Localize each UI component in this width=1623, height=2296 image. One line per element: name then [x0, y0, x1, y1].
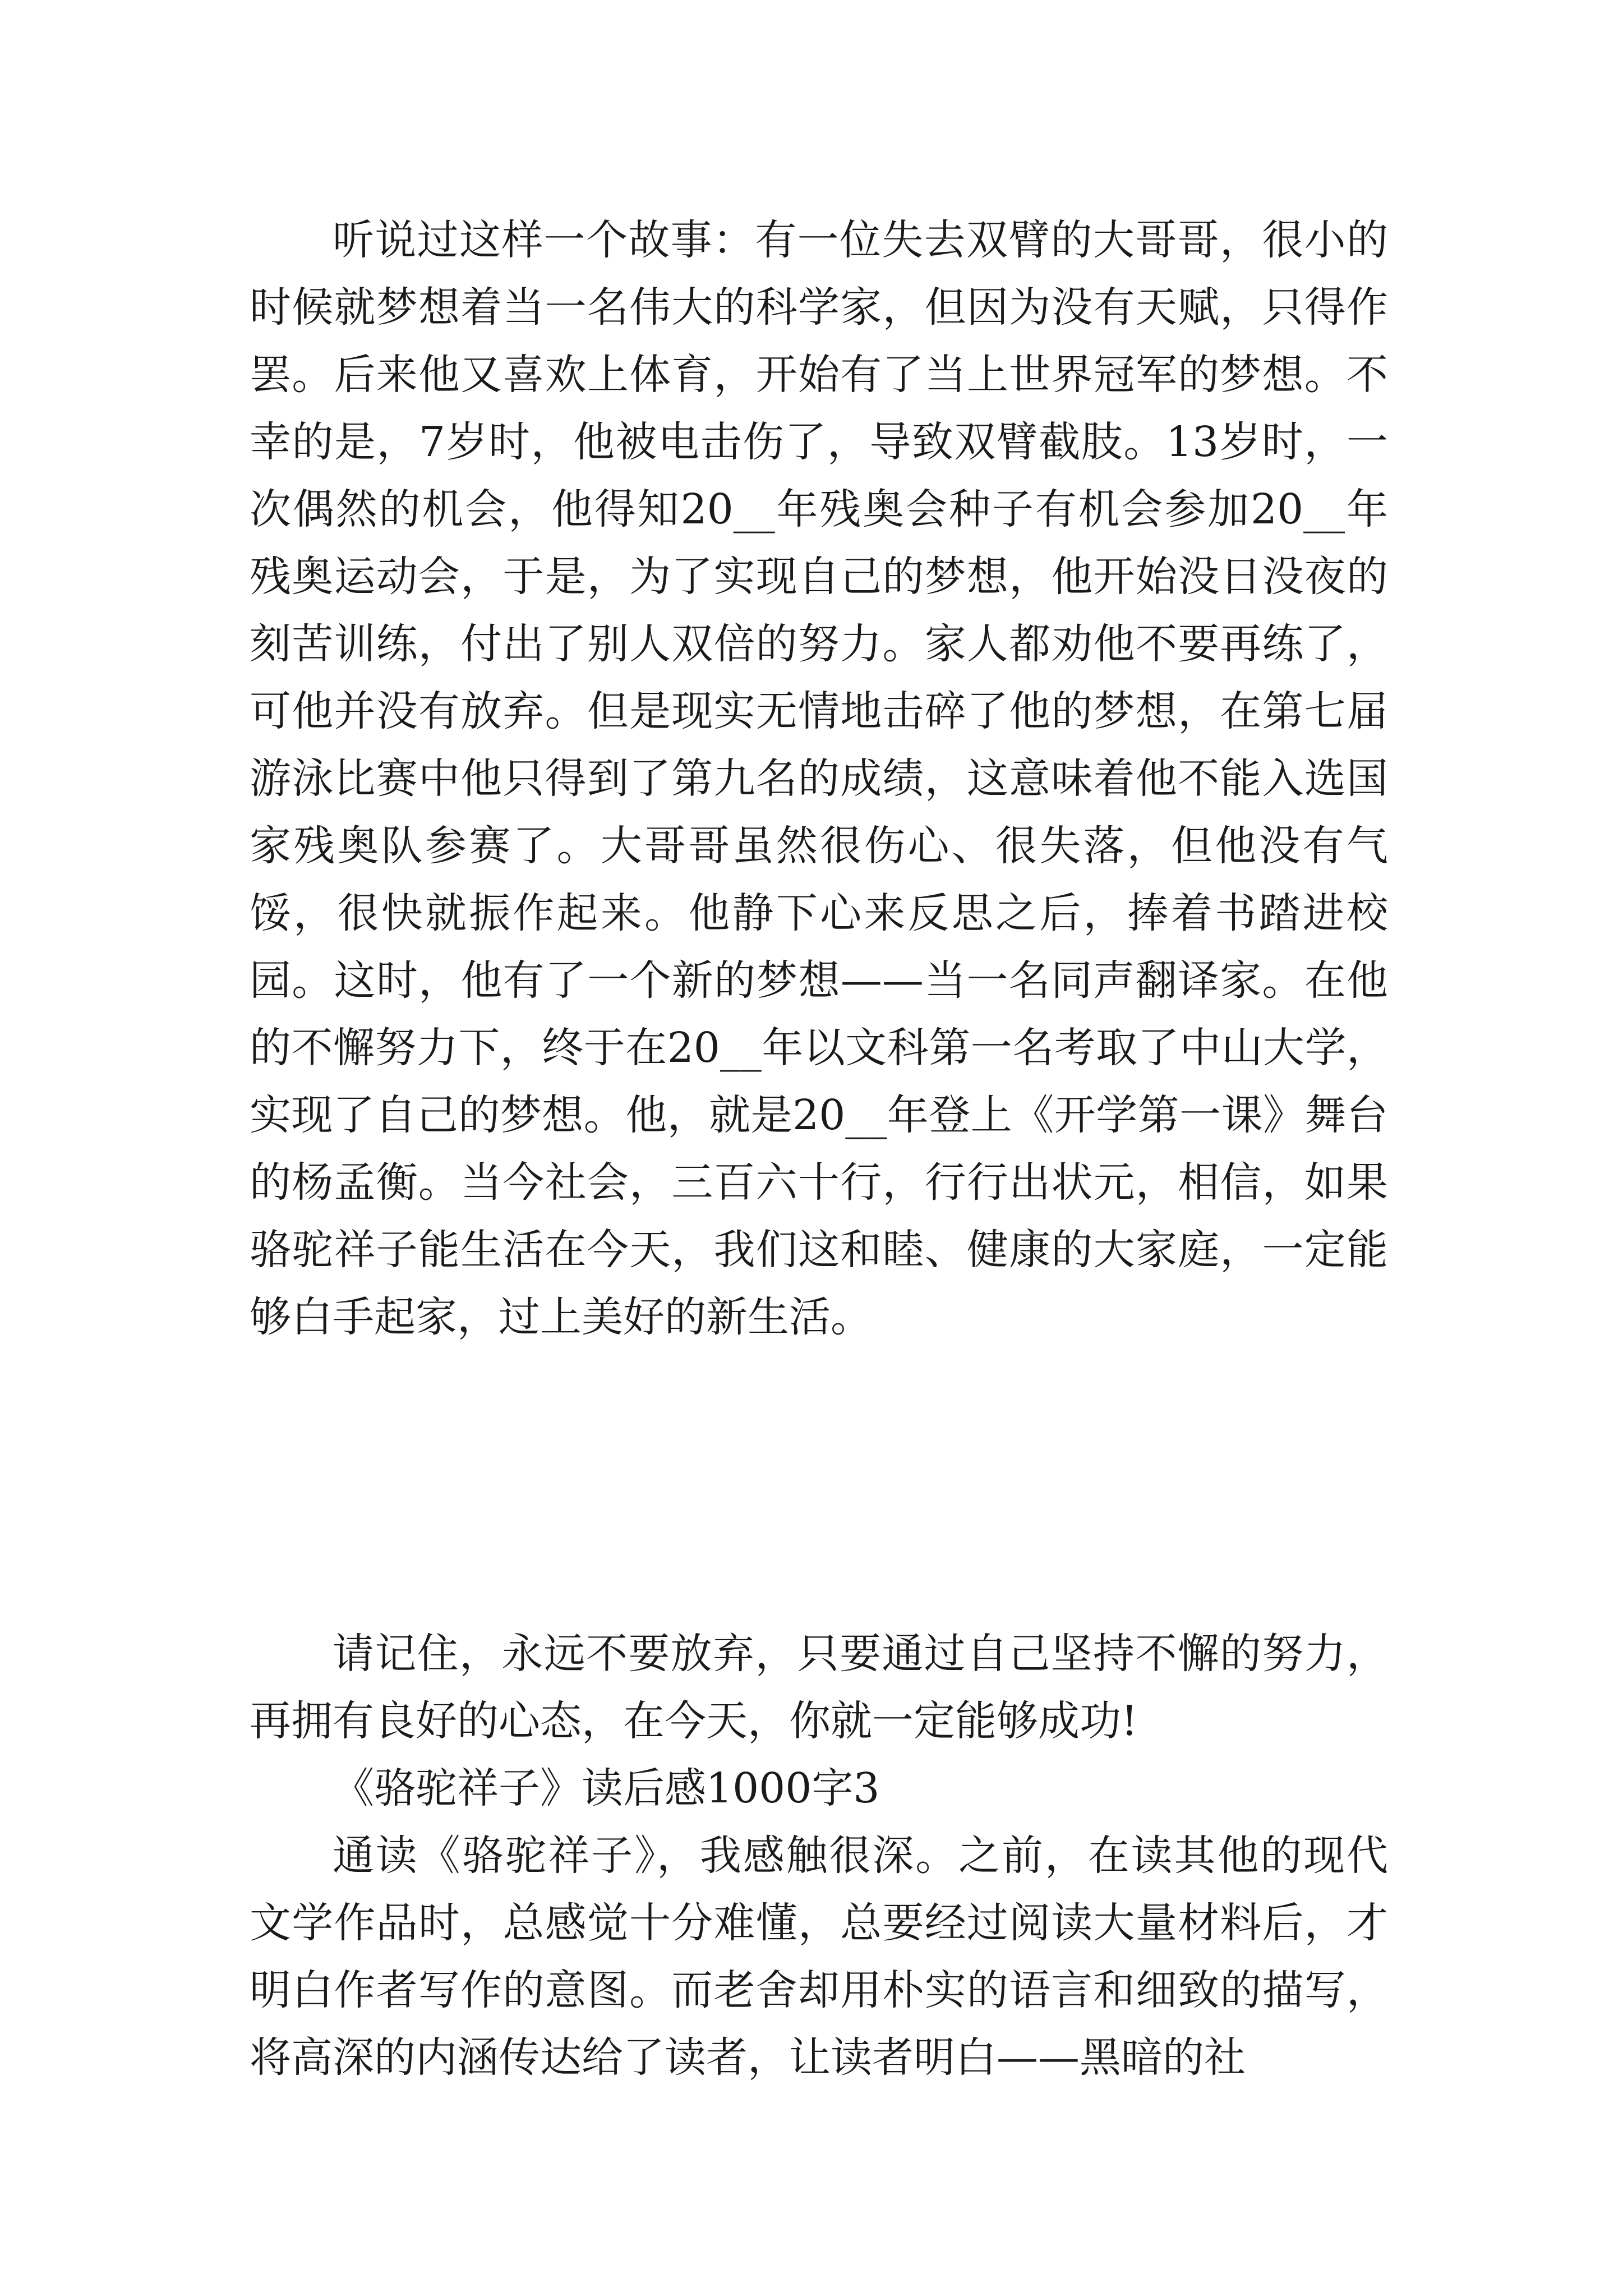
- section-title: 《骆驼祥子》读后感1000字3: [333, 1764, 880, 1812]
- paragraph-1: 听说过这样一个故事：有一位失去双臂的大哥哥，很小的时候就梦想着当一名伟大的科学家，但因为没有天赋，只得作罢。后来他又喜欢上体育，开始有了当上世界冠军的梦想。不幸的是，7岁时，他被电击伤了，导致双臂截肢。13岁时，一次偶然的机会，他得知20__年残奥会种子有机会参加20__年残奥运动会，于是，为了实现自己的梦想，他开始没日没夜的刻苦训练，付出了别人双倍的努力。家人都劝他不要再练了，可他并没有放弃。但是现实无情地击碎了他的梦想，在第七届游泳比赛中他只得到了第九名的成绩，这意味着他不能入选国家残奥队参赛了。大哥哥虽然很伤心、很失落，但他没有气馁，很快就振作起来。他静下心来反思之后，捧着书踏进校园。这时，他有了一个新的梦想——当一名同声翻译家。在他的不懈努力下，终于在20__年以文科第一名考取了中山大学，实现了自己的梦想。他，就是20__年登上《开学第一课》舞台的杨孟衡。当今社会，三百六十行，行行出状元，相信，如果骆驼祥子能生活在今天，我们这和睦、健康的大家庭，一定能够白手起家，过上美好的新生活。: [250, 216, 1388, 1341]
- paragraph-2: 请记住，永远不要放弃，只要通过自己坚持不懈的努力，再拥有良好的心态，在今天，你就一定能够成功!: [250, 1630, 1388, 1745]
- paragraph-3: 通读《骆驼祥子》，我感触很深。之前，在读其他的现代文学作品时，总感觉十分难懂，总要经过阅读大量材料后，才明白作者写作的意图。而老舍却用朴实的语言和细致的描写，将高深的内涵传达给了读者，让读者明白——黑暗的社: [250, 1832, 1388, 2082]
